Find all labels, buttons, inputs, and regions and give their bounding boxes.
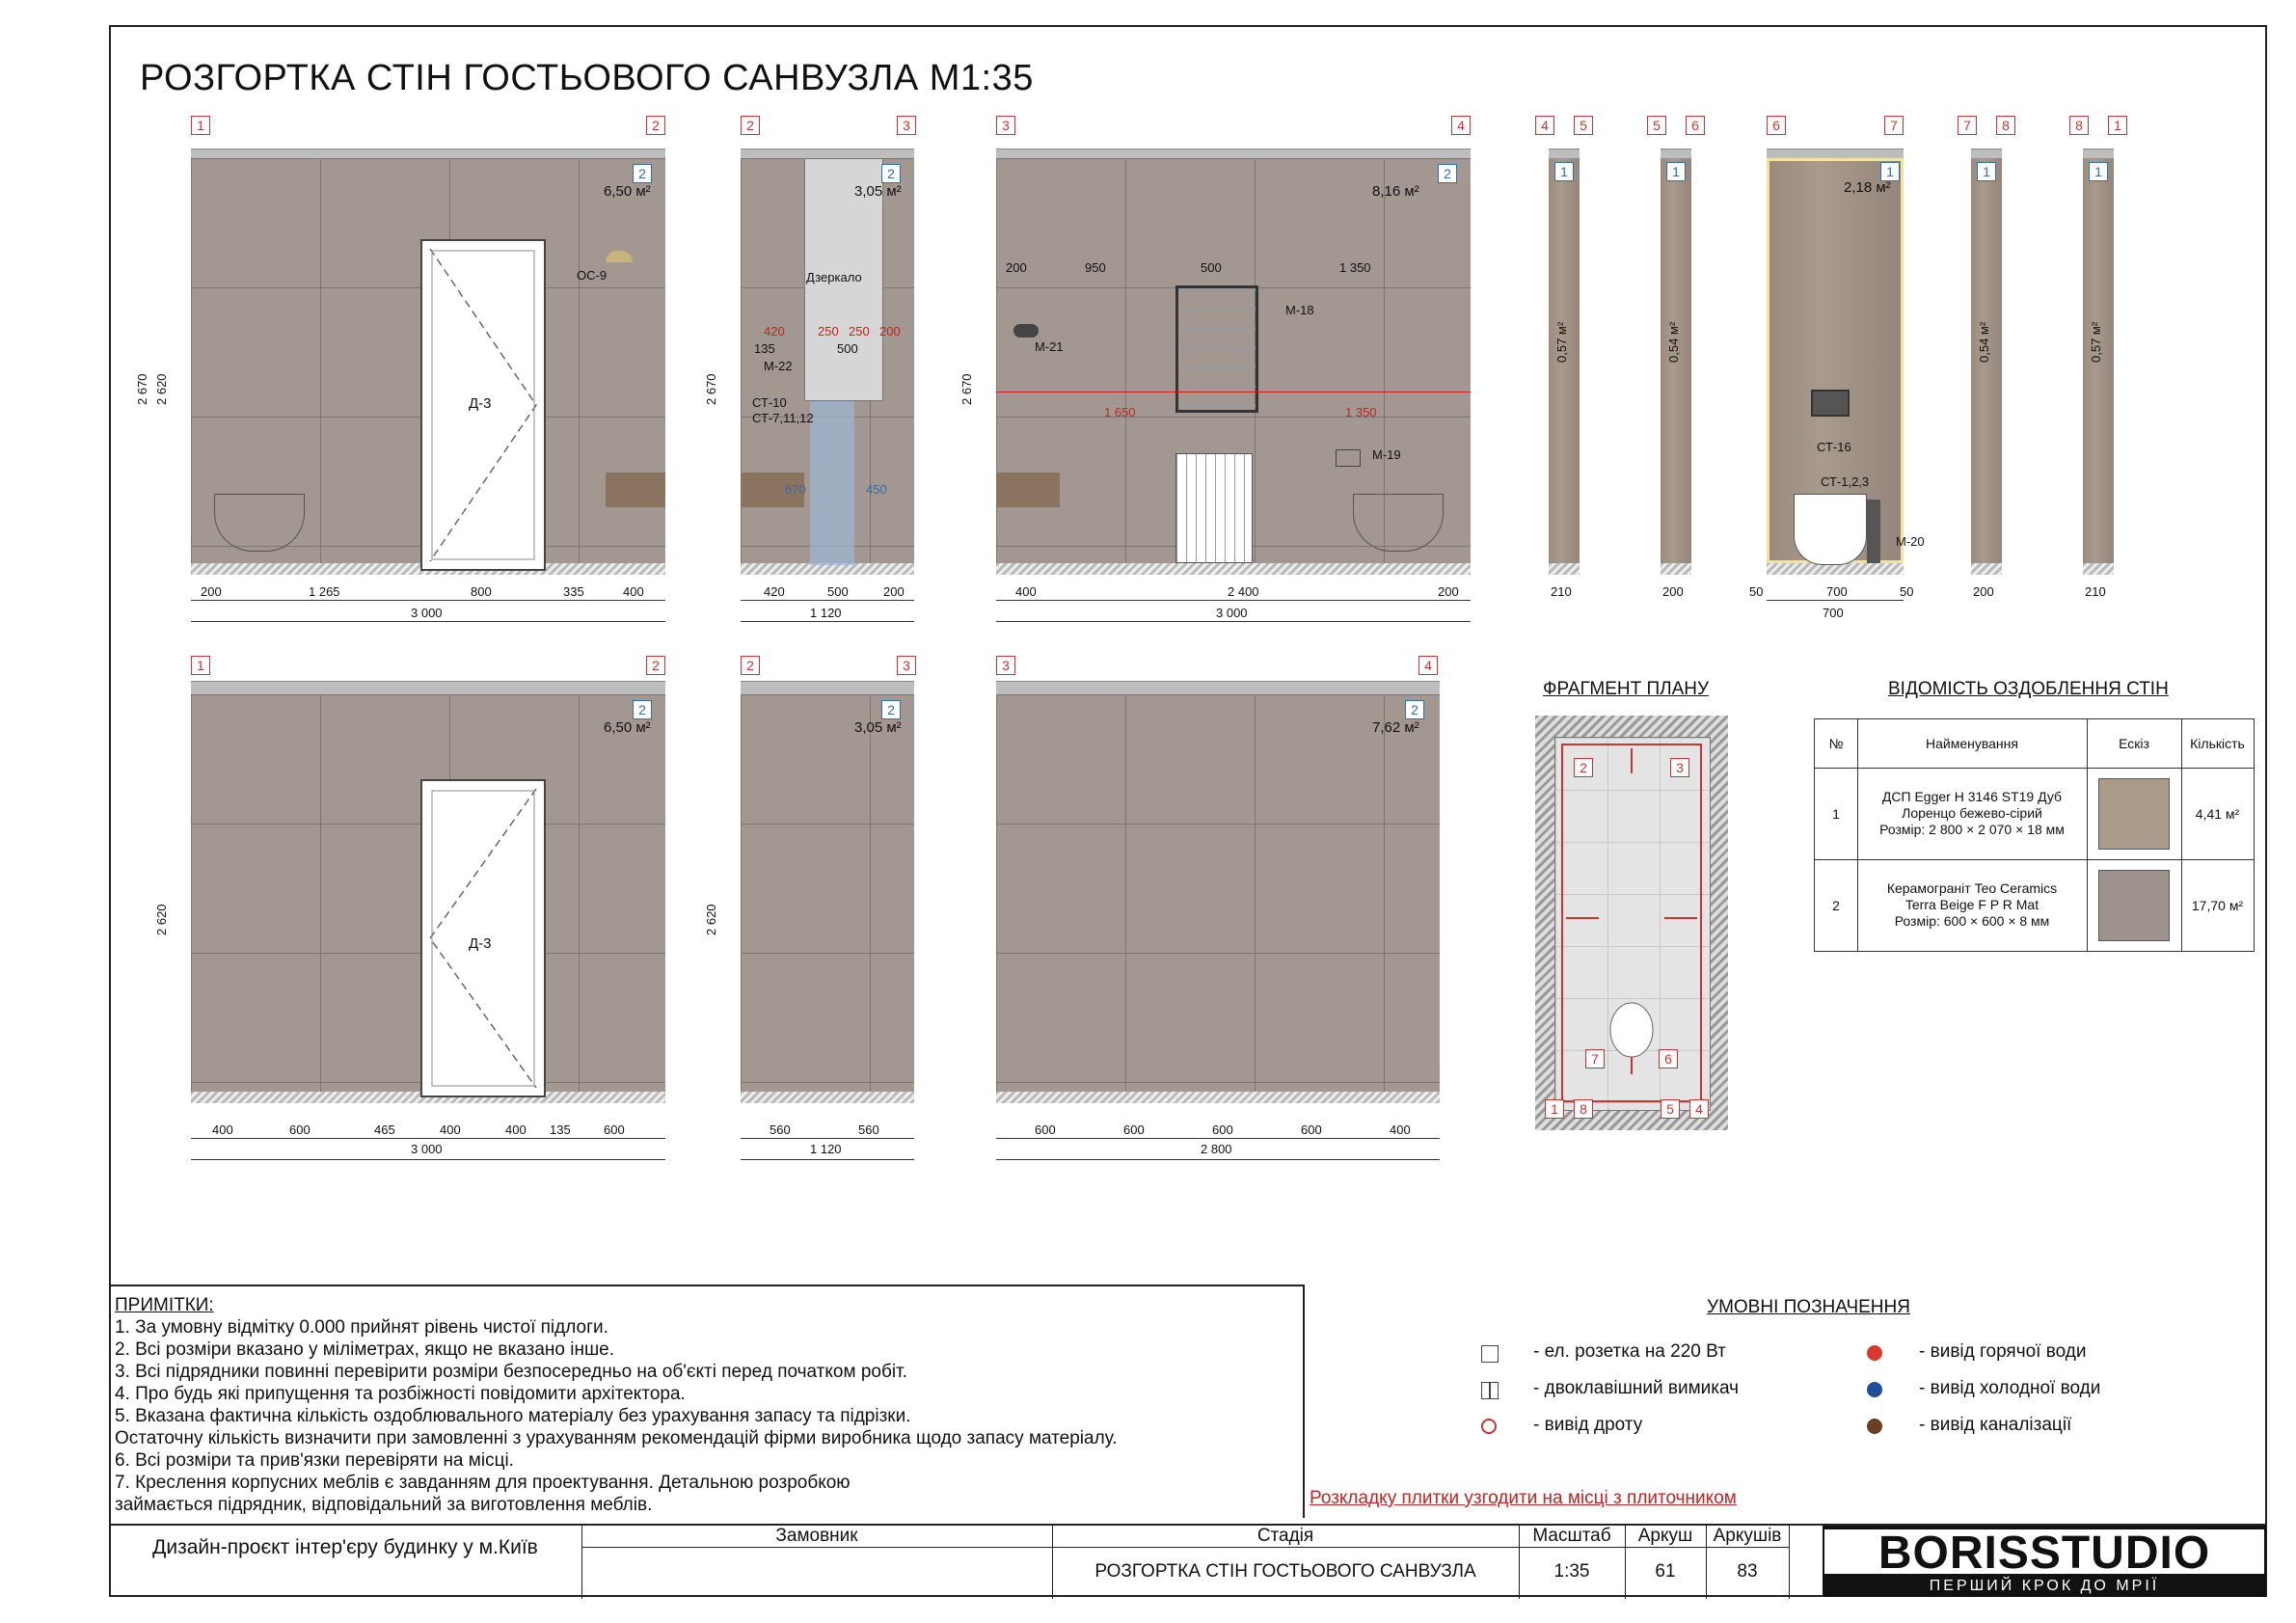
wall-area: 6,50 м² [604,719,651,736]
note-line: 5. Вказана фактична кількість оздоблювального матеріалу без урахування запасу та підрізки. [115,1406,911,1426]
dim: 600 [1301,1123,1322,1137]
row-name: Лоренцо бежево-сірий [1902,805,2042,821]
sheets-value: 83 [1737,1561,1758,1582]
note-line: 6. Всі розміри та прив'язки перевіряти на місці. [115,1450,514,1471]
plan-title: ФРАГМЕНТ ПЛАНУ [1543,679,1710,699]
dim: 200 [1438,584,1459,599]
elevation-7-8-top [1958,116,2015,617]
dim: 1 350 [1339,260,1371,275]
legend-item: - вивід каналізації [1919,1415,2072,1435]
elevation-3-4-bottom [996,656,1440,1167]
elevation-8-1-top [2069,116,2127,617]
installation-frame [810,401,854,565]
dim: 400 [1015,584,1037,599]
wire-outlet-icon [1481,1419,1497,1434]
customer-cell [581,1526,1053,1599]
tag-start: 2 [741,116,760,135]
wall-area: 0,57 м² [2089,321,2103,363]
legend-item: - вивід дроту [1533,1415,1643,1435]
stage-cell [1052,1526,1520,1599]
note-line: Остаточну кількість визначити при замовленні з урахуванням рекомендацій фірми виробника щодо запасу матеріалу. [115,1428,1118,1448]
door [420,779,546,1097]
dim: 335 [563,584,584,599]
plan-tag: 7 [1585,1049,1605,1068]
plan-tag: 1 [1545,1099,1564,1119]
wood-tag: 1 [1977,162,1996,181]
label: М-22 [764,359,793,373]
tag-end: 4 [1451,116,1471,135]
dim: 400 [212,1123,233,1137]
tag-end: 6 [1686,116,1705,135]
plan-tag: 4 [1689,1099,1709,1119]
dim-total: 3 000 [411,606,443,620]
wall-area: 2,18 м² [1844,179,1891,196]
notes-header: ПРИМІТКИ: [115,1295,214,1315]
elevation-1-2-bottom [154,656,665,1167]
header-cell: Ескіз [2087,719,2182,768]
sheet-cell [1625,1526,1707,1599]
blue-dim: 450 [866,482,887,497]
tag-end: 3 [897,656,916,675]
tag-end: 2 [646,116,665,135]
hot-water-icon [1867,1345,1882,1361]
tag-start: 2 [741,656,760,675]
dim: 200 [1973,584,1994,599]
plan-tag: 3 [1670,758,1689,777]
material-tag: 2 [1405,700,1424,719]
tag-start: 3 [996,656,1015,675]
scale-label: Масштаб [1519,1526,1625,1548]
vdim: 2 670 [135,373,149,405]
dim: 200 [1662,584,1684,599]
dim: 600 [289,1123,311,1137]
tag-end: 4 [1418,656,1438,675]
dim-total: 3 000 [411,1142,443,1156]
tag-start: 6 [1767,116,1786,135]
dim: 50 [1900,584,1914,599]
label: СТ-16 [1817,440,1851,454]
row-qty: 4,41 м² [2195,805,2240,822]
dim-total: 700 [1823,606,1844,620]
vanity-shelf [606,473,665,507]
tag-start: 1 [191,656,210,675]
material-tag: 2 [881,700,901,719]
table-header [1815,719,2254,769]
wall-area: 0,57 м² [1554,321,1569,363]
dim: 200 [201,584,222,599]
dim-total: 2 800 [1201,1142,1232,1156]
scale-value: 1:35 [1553,1561,1590,1582]
material-tag: 2 [1438,164,1457,183]
bidet-mixer [1867,500,1880,563]
shower-mixer-icon [1013,324,1039,338]
wall-area: 0,54 м² [1977,321,1991,363]
dim: 600 [1123,1123,1145,1137]
wall-area: 8,16 м² [1372,183,1419,200]
sheets-cell [1706,1526,1790,1599]
label: СТ-1,2,3 [1821,474,1870,489]
legend [1446,1297,2179,1461]
dim: 50 [1749,584,1764,599]
legend-item: - вивід горячої води [1919,1341,2087,1362]
radiator [1175,453,1253,563]
tag-end: 2 [646,656,665,675]
dim: 1 265 [309,584,340,599]
tag-start: 5 [1647,116,1666,135]
vdim: 2 670 [959,373,974,405]
dim: 700 [1826,584,1848,599]
sheet-value: 61 [1655,1561,1676,1582]
red-dim: 1 650 [1104,405,1136,419]
dim: 400 [1390,1123,1411,1137]
wall-area: 0,54 м² [1666,321,1681,363]
row-num: 1 [1815,768,1858,859]
vdim: 2 620 [154,373,169,405]
socket-icon [1481,1345,1499,1363]
sewer-icon [1867,1419,1882,1434]
switch-icon [1481,1382,1499,1399]
note-line: займається підрядник, відповідальний за виготовлення меблів. [115,1495,653,1515]
brand-name: BORISSTUDIO [1823,1528,2266,1576]
project-name: Дизайн-проєкт інтер'єру будинку у м.Київ [152,1536,538,1558]
door-label: Д-3 [469,395,492,412]
legend-item: - вивід холодної води [1919,1378,2101,1398]
dim: 500 [827,584,849,599]
note-line: 4. Про будь які припущення та розбіжності повідомити архітектора. [115,1384,686,1404]
tag-start: 8 [2069,116,2089,135]
flush-button-icon [1336,449,1361,467]
header-cell: № [1815,719,1858,768]
label: М-18 [1285,303,1314,317]
tag-start: 4 [1535,116,1554,135]
wall-area: 7,62 м² [1372,719,1419,736]
tag-start: 3 [996,116,1015,135]
note-line: 1. За умовну відмітку 0.000 прийнят рівень чистої підлоги. [115,1317,608,1338]
note-line: 7. Креслення корпусних меблів є завданням для проектування. Детальною розробкою [115,1473,851,1493]
vanity-shelf [996,473,1060,507]
tag-end: 7 [1884,116,1904,135]
wood-tag: 1 [1666,162,1686,181]
dim: 210 [1551,584,1572,599]
dim: 800 [471,584,492,599]
dim: 135 [754,341,775,356]
tag-end: 8 [1996,116,2015,135]
dim: 200 [883,584,905,599]
material-tag: 2 [881,164,901,183]
dim-total: 1 120 [810,1142,842,1156]
legend-item: - двоклавішний вимикач [1533,1378,1740,1398]
dim-total: 1 120 [810,606,842,620]
label: СТ-7,11,12 [752,411,814,425]
customer-label: Замовник [581,1526,1052,1548]
tile-wall [741,694,914,1092]
brand-logo [1823,1526,2266,1597]
elevation-5-6-top [1647,116,1705,617]
finishes-title: ВІДОМІСТЬ ОЗДОБЛЕННЯ СТІН [1888,679,2169,699]
lamp-label: ОС-9 [577,268,608,283]
dim: 400 [505,1123,527,1137]
cold-water-icon [1867,1382,1882,1397]
elevation-2-3-bottom [704,656,914,1167]
row-name: Terra Beige F P R Mat [1904,897,2039,912]
dim: 200 [1006,260,1027,275]
door-label: Д-3 [469,935,492,952]
label: М-19 [1372,447,1401,462]
red-dim: 200 [879,324,901,338]
tile-layout-note: Розкладку плитки узгодити на місці з плиточником [1310,1488,1737,1508]
plan-tag: 2 [1574,758,1593,777]
elevation-4-5-top [1535,116,1593,617]
tag-end: 1 [2108,116,2127,135]
tag-end: 3 [897,116,916,135]
toilet-front [1794,494,1867,565]
dim: 420 [764,584,785,599]
label: М-21 [1035,339,1064,354]
dim: 950 [1085,260,1106,275]
wood-tag: 1 [2089,162,2108,181]
dim: 600 [604,1123,625,1137]
wall-area: 6,50 м² [604,183,651,200]
row-name: Керамограніт Teo Ceramics [1886,880,2058,896]
red-dim: 1 350 [1345,405,1377,419]
wood-tag: 1 [1554,162,1574,181]
plan-tag: 5 [1661,1099,1680,1119]
dim: 210 [2085,584,2106,599]
plan-tag: 6 [1659,1049,1678,1068]
plan-tag: 8 [1574,1099,1593,1119]
wood-tag: 1 [1880,162,1900,181]
tile-wall [996,694,1440,1092]
elevation-6-7-top [1749,116,1925,636]
legend-item: - ел. розетка на 220 Вт [1533,1341,1726,1362]
wall-area: 3,05 м² [854,183,902,200]
dim: 465 [374,1123,395,1137]
material-tag: 2 [633,164,652,183]
row-name: Розмір: 2 800 × 2 070 × 18 мм [1879,822,2065,837]
red-dim: 250 [818,324,839,338]
legend-title: УМОВНІ ПОЗНАЧЕННЯ [1707,1297,1910,1317]
elevation-3-4-top [959,116,1471,620]
dim: 400 [623,584,644,599]
vdim: 2 620 [154,904,169,935]
dim: 400 [440,1123,461,1137]
dim: 500 [837,341,858,356]
row-num: 2 [1815,859,1858,951]
row-qty: 17,70 м² [2191,897,2244,913]
towel-rail [1175,285,1258,413]
label: М-20 [1896,534,1925,549]
material-tag: 2 [633,700,652,719]
label: СТ-10 [752,395,787,410]
sheets-label: Аркушів [1706,1526,1789,1548]
elevation-2-3-top [704,116,914,620]
dim: 560 [858,1123,879,1137]
vdim: 2 670 [704,373,718,405]
header-cell: Кількість [2190,736,2245,751]
header-cell: Найменування [1857,719,2088,768]
dim: 135 [550,1123,571,1137]
door [420,239,546,571]
note-line: 3. Всі підрядники повинні перевірити розміри безпосередньо на об'єкті перед початком робіт. [115,1362,907,1382]
table-row [1815,768,2254,860]
dim: 600 [1035,1123,1056,1137]
plan-fragment [1535,716,1728,1130]
vdim: 2 620 [704,904,718,935]
notes-block [109,1285,1305,1518]
note-line: 2. Всі розміри вказано у міліметрах, якщо не вказано інше. [115,1339,615,1360]
dim: 2 400 [1228,584,1259,599]
dim: 600 [1212,1123,1233,1137]
blue-dim: 670 [785,482,806,497]
dim: 500 [1201,260,1222,275]
scale-cell [1519,1526,1626,1599]
wall-area: 3,05 м² [854,719,902,736]
sheet-title: РОЗГОРТКА СТІН ГОСТЬОВОГО САНВУЗЛА [1094,1561,1476,1582]
page-title: РОЗГОРТКА СТІН ГОСТЬОВОГО САНВУЗЛА М1:35 [140,58,1034,98]
row-name: ДСП Egger H 3146 ST19 Дуб [1881,789,2063,804]
elevation-1-2-top [135,116,665,620]
dim-total: 3 000 [1216,606,1248,620]
project-cell [109,1526,582,1599]
tag-end: 5 [1574,116,1593,135]
dim: 560 [770,1123,791,1137]
row-name: Розмір: 600 × 600 × 8 мм [1894,913,2050,929]
finishes-table [1814,718,2255,952]
red-dim: 250 [849,324,870,338]
tag-start: 7 [1958,116,1977,135]
red-dim: 420 [764,324,785,338]
stage-label: Стадія [1052,1526,1519,1548]
mirror-label: Дзеркало [806,270,862,284]
swatch-tile [2098,870,2170,941]
brand-slogan: ПЕРШИЙ КРОК ДО МРІЇ [1929,1578,2160,1594]
table-row [1815,859,2254,951]
sheet-label: Аркуш [1625,1526,1706,1548]
tag-start: 1 [191,116,210,135]
swatch-wood [2098,778,2170,850]
flush-button-icon [1811,390,1850,417]
